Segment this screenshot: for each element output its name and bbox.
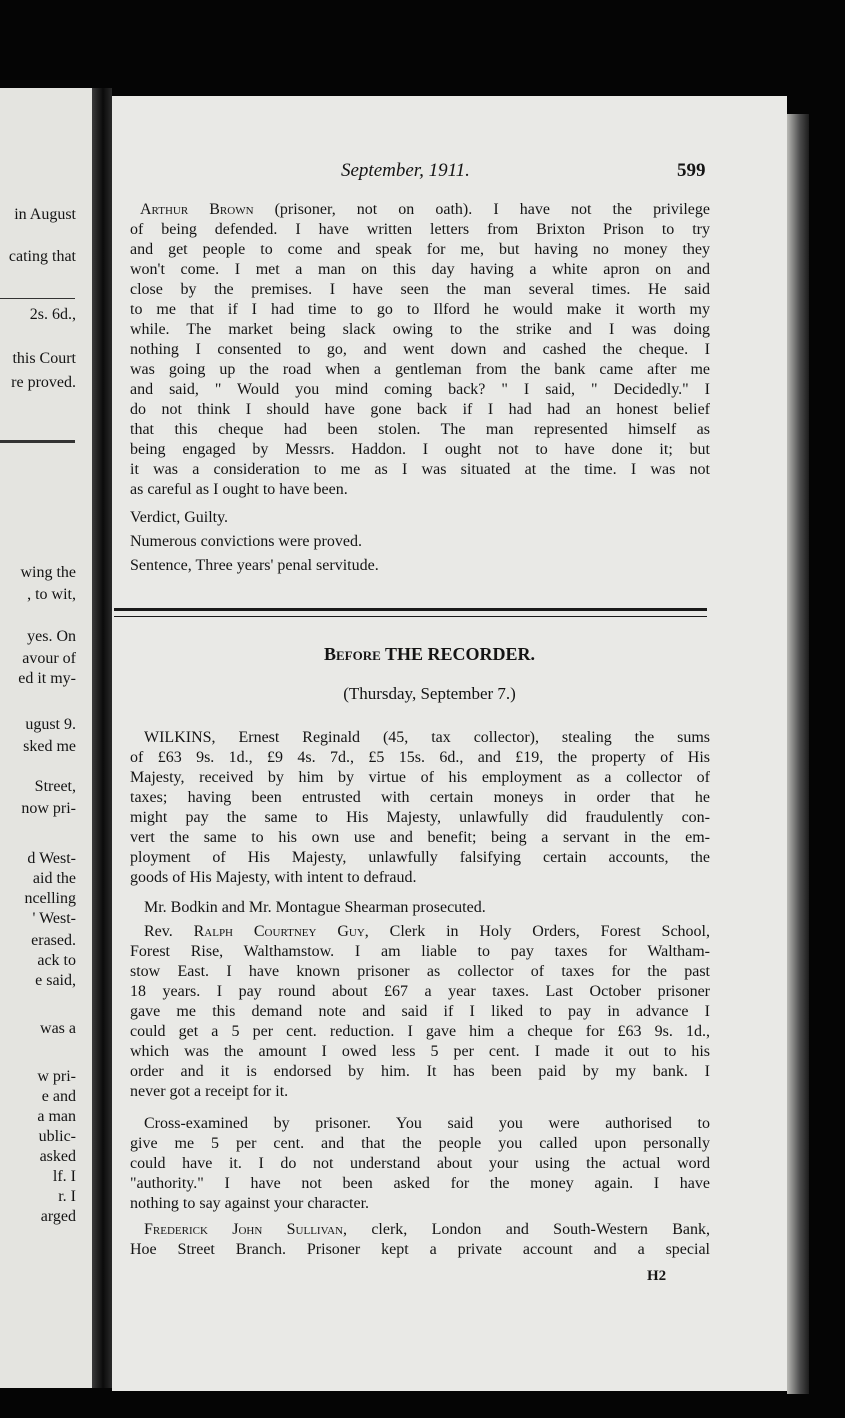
body-line: was going up the road when a gentleman from the bank came after me xyxy=(130,361,710,378)
indictment-line: Majesty, received by him by virtue of his employment as a collector of xyxy=(130,769,710,786)
left-page-line: ack to xyxy=(37,952,76,969)
left-page-line: lf. I xyxy=(52,1168,76,1185)
left-page-line: erased. xyxy=(31,932,76,949)
sentence: Sentence, Three years' penal servitude. xyxy=(130,557,379,574)
left-page-line: ublic- xyxy=(38,1128,76,1145)
left-page-line: Street, xyxy=(34,778,76,795)
witness-line: could get a 5 per cent. reduction. I gave him a cheque for £63 9s. 1d., xyxy=(130,1023,710,1040)
left-page-line: ugust 9. xyxy=(25,716,76,733)
page-header xyxy=(112,160,787,182)
body-line: and said, " Would you mind coming back? " I said, " Decidedly." I xyxy=(130,381,710,398)
left-page-line: was a xyxy=(40,1020,76,1037)
body-line: being engaged by Messrs. Haddon. I ought not to have done it; but xyxy=(130,441,710,458)
left-page-line: ' West- xyxy=(32,910,76,927)
witness-line: Frederick John Sullivan, clerk, London and South-Western Bank, xyxy=(144,1221,710,1238)
left-page-line: a man xyxy=(37,1108,76,1125)
left-page-line: avour of xyxy=(22,650,76,667)
cross-examination-line: could have it. I do not understand about your using the actual word xyxy=(130,1155,710,1172)
left-page-line: re proved. xyxy=(11,374,76,391)
indictment-line: taxes; having been entrusted with certain moneys in order that he xyxy=(130,789,710,806)
left-page-line: yes. On xyxy=(27,628,76,645)
body-line: that this cheque had been stolen. The man represented himself as xyxy=(130,421,710,438)
witness-line: which was the amount I owed less 5 per cent. I made it out to his xyxy=(130,1043,710,1060)
page-number: 599 xyxy=(677,160,706,181)
convictions: Numerous convictions were proved. xyxy=(130,533,362,550)
witness-line: Hoe Street Branch. Prisoner kept a private account and a special xyxy=(130,1241,710,1258)
witness-line: gave me this demand note and said if I liked to pay in advance I xyxy=(130,1003,710,1020)
left-page-rule xyxy=(0,298,75,299)
body-line: do not think I should have gone back if I had had an honest belief xyxy=(130,401,710,418)
left-page-line: aid the xyxy=(32,870,76,887)
body-line: and get people to come and speak for me, but having no money they xyxy=(130,241,710,258)
left-page-line: d West- xyxy=(27,850,76,867)
witness-name: Arthur Brown xyxy=(140,201,254,218)
body-line xyxy=(130,200,710,220)
body-line: of being defended. I have written letters from Brixton Prison to try xyxy=(130,221,710,238)
left-page-line: asked xyxy=(39,1148,76,1165)
running-head: September, 1911. xyxy=(341,160,470,181)
left-page-line: cating that xyxy=(8,248,76,265)
left-page-line: e said, xyxy=(35,972,76,989)
witness-line: Forest Rise, Walthamstow. I am liable to pay taxes for Waltham- xyxy=(130,943,710,960)
left-page-line: now pri- xyxy=(21,800,76,817)
left-page-line: w pri- xyxy=(37,1068,76,1085)
body-line: to me that if I had time to go to Ilford he would make it worth my xyxy=(130,301,710,318)
left-page-line: ed it my- xyxy=(18,670,76,687)
witness-name: Ralph Courtney Guy xyxy=(193,923,365,940)
left-page-line: 2s. 6d., xyxy=(29,306,76,323)
left-page-rule xyxy=(0,440,75,443)
cross-examination-line: nothing to say against your character. xyxy=(130,1195,370,1212)
signature-mark: H2 xyxy=(647,1268,667,1284)
left-page-line: ncelling xyxy=(24,890,76,907)
witness-line: stow East. I have known prisoner as collector of taxes for the past xyxy=(130,963,710,980)
left-page-line: arged xyxy=(40,1208,76,1225)
verdict: Verdict, Guilty. xyxy=(130,509,229,526)
body-line: while. The market being slack owing to the strike and I was doing xyxy=(130,321,710,338)
left-page-line: , to wit, xyxy=(27,586,76,603)
body-line: as careful as I ought to have been. xyxy=(130,481,348,498)
body-line: it was a consideration to me as I was situated at the time. I was not xyxy=(130,461,710,478)
left-page-fragment xyxy=(0,88,92,1388)
left-page-line: this Court xyxy=(12,350,76,367)
body-line: won't come. I met a man on this day having a white apron on and xyxy=(130,261,710,278)
cross-examination-line: give me 5 per cent. and that the people you called upon personally xyxy=(130,1135,710,1152)
left-page-line: e and xyxy=(41,1088,76,1105)
indictment-line: of £63 9s. 1d., £9 4s. 7d., £5 15s. 6d., and £19, the property of His xyxy=(130,749,710,766)
prosecution: Mr. Bodkin and Mr. Montague Shearman prosecuted. xyxy=(144,899,486,916)
indictment-line: goods of His Majesty, with intent to defraud. xyxy=(130,869,417,886)
left-page-line: r. I xyxy=(58,1188,76,1205)
body-text: (prisoner, not on oath). I have not the privilege xyxy=(253,201,710,218)
date-line: (Thursday, September 7.) xyxy=(343,684,516,703)
cross-examination-line: Cross-examined by prisoner. You said you were authorised to xyxy=(144,1115,710,1132)
section-rule xyxy=(114,608,707,617)
cross-examination-line: "authority." I have not been asked for the money again. I have xyxy=(130,1175,710,1192)
left-page-line: in August xyxy=(14,206,76,223)
witness-line: Rev. Ralph Courtney Guy, Clerk in Holy Orders, Forest School, xyxy=(144,923,710,940)
body-line: nothing I consented to go, and went down and cashed the cheque. I xyxy=(130,341,710,358)
page-edge xyxy=(787,114,809,1394)
indictment-line: ployment of His Majesty, unlawfully falsifying certain accounts, the xyxy=(130,849,710,866)
witness-line: 18 years. I pay round about £67 a year taxes. Last October prisoner xyxy=(130,983,710,1000)
indictment-line: might pay the same to His Majesty, unlawfully did fraudulently con- xyxy=(130,809,710,826)
left-page-line: wing the xyxy=(20,564,76,581)
witness-line: never got a receipt for it. xyxy=(130,1083,289,1100)
section-heading: Before THE RECORDER. xyxy=(324,644,535,664)
witness-name: Frederick John Sullivan xyxy=(144,1221,343,1238)
book-page xyxy=(112,96,787,1391)
witness-line: order and it is endorsed by him. It has been paid by my bank. I xyxy=(130,1063,710,1080)
indictment-line: WILKINS, Ernest Reginald (45, tax collector), stealing the sums xyxy=(144,729,710,746)
left-page-line: sked me xyxy=(23,738,76,755)
book-gutter xyxy=(92,88,112,1388)
body-line: close by the premises. I have seen the man several times. He said xyxy=(130,281,710,298)
indictment-line: vert the same to his own use and benefit; being a servant in the em- xyxy=(130,829,710,846)
